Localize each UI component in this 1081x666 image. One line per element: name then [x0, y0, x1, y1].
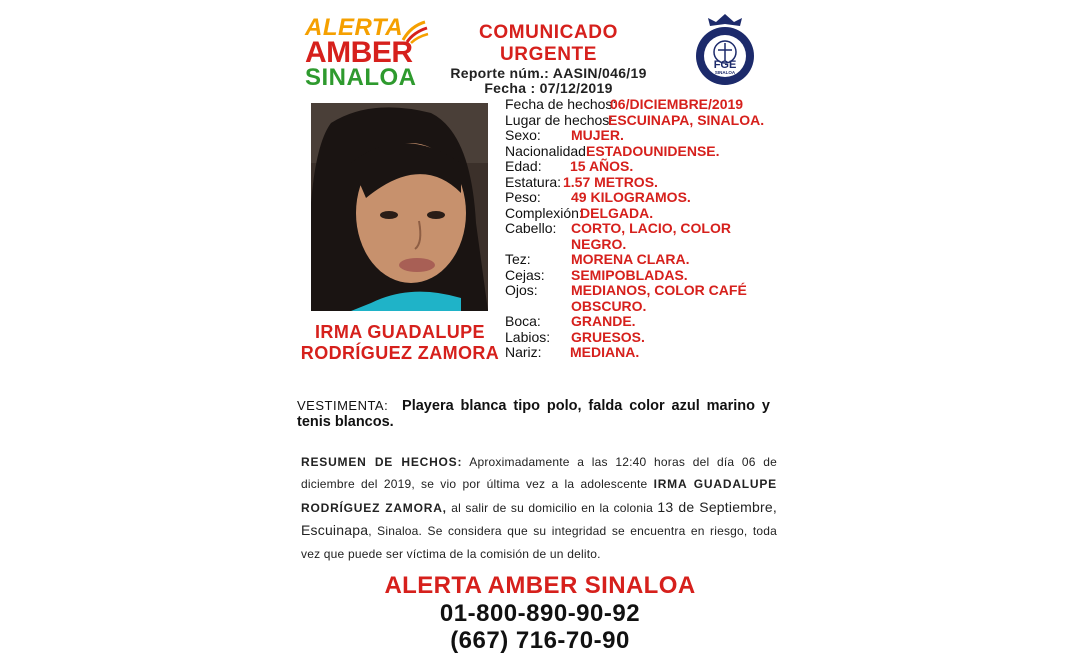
detail-value: ESCUINAPA, SINALOA. — [608, 112, 765, 128]
detail-value: GRUESOS. — [571, 329, 645, 345]
summary-colonia: 13 de Septiembre, Escuinapa — [301, 498, 777, 539]
detail-label: Tez: — [505, 251, 531, 267]
detail-label: Cejas: — [505, 267, 545, 283]
facts-summary — [301, 451, 777, 565]
alerta-amber-logo — [305, 16, 430, 90]
detail-row — [505, 251, 690, 268]
detail-label: Boca: — [505, 313, 541, 329]
footer-phone-tollfree: 01-800-890-90-92 — [439, 600, 641, 627]
summary-text-2: al salir de su domicilio en la colonia — [451, 500, 654, 515]
detail-value: SEMIPOBLADAS. — [571, 267, 688, 283]
detail-value: MEDIANA. — [570, 344, 640, 360]
report-number: Reporte núm.: AASIN/046/19 — [450, 65, 647, 81]
footer-alert-title: ALERTA AMBER SINALOA — [384, 572, 696, 599]
seal-subtext: SINALOA — [714, 70, 736, 75]
report-date: Fecha : 07/12/2019 — [484, 80, 613, 96]
clothing-label: VESTIMENTA: — [297, 398, 389, 413]
detail-label: Edad: — [505, 158, 542, 174]
detail-row — [505, 220, 731, 237]
detail-row — [505, 313, 636, 330]
detail-row — [505, 158, 634, 175]
detail-value: MEDIANOS, COLOR CAFÉ — [571, 282, 747, 298]
detail-label: Nariz: — [505, 344, 542, 360]
summary-text-3: , Sinaloa. Se considera que su integridad se encuentra en riesgo, toda vez que puede ser víctima de la comisión de un delito. — [301, 524, 777, 561]
summary-text-1: Aproximadamente a las 12:40 horas del día 06 de diciembre del 2019, se vio por última vez a la adolescente — [301, 455, 778, 492]
detail-row — [505, 282, 747, 299]
detail-label: Cabello: — [505, 220, 557, 236]
detail-label: Sexo: — [505, 127, 541, 143]
detail-value: 15 AÑOS. — [570, 158, 634, 174]
document-header — [436, 22, 661, 96]
detail-value: GRANDE. — [571, 313, 636, 329]
detail-value: CORTO, LACIO, COLOR — [571, 220, 731, 236]
missing-person-photo — [311, 103, 488, 311]
detail-label: Nacionalidad: — [505, 143, 590, 159]
footer-phone-local: (667) 716-70-90 — [450, 627, 630, 654]
detail-value: MORENA CLARA. — [571, 251, 690, 267]
missing-person-name — [299, 322, 501, 364]
detail-value-continued: OBSCURO. — [571, 298, 647, 314]
detail-label: Complexión: — [505, 205, 583, 221]
detail-label: Ojos: — [505, 282, 538, 298]
detail-row — [505, 189, 691, 206]
detail-label: Estatura: — [505, 174, 562, 190]
detail-value: 06/DICIEMBRE/2019 — [610, 96, 744, 112]
detail-value: ESTADOUNIDENSE. — [586, 143, 720, 159]
contact-footer — [340, 572, 740, 654]
clothing-description — [297, 398, 770, 430]
portrait-image — [311, 103, 488, 311]
detail-row — [505, 344, 640, 361]
clothing-value: Playera blanca tipo polo, falda color azul marino y tenis blancos. — [297, 398, 770, 430]
detail-row — [505, 96, 744, 113]
detail-label: Peso: — [505, 189, 541, 205]
header-title: COMUNICADO URGENTE — [479, 22, 618, 65]
detail-value: 49 KILOGRAMOS. — [571, 189, 691, 205]
detail-label: Fecha de hechos: — [505, 96, 617, 112]
detail-label: Labios: — [505, 329, 551, 345]
detail-value: 1.57 METROS. — [563, 174, 658, 190]
detail-row — [505, 127, 624, 144]
summary-name: IRMA GUADALUPE RODRÍGUEZ ZAMORA, — [301, 477, 777, 515]
logo-line-sinaloa: SINALOA — [305, 64, 417, 91]
seal-text: FGE — [713, 59, 737, 71]
detail-value-continued: NEGRO. — [571, 236, 627, 252]
summary-label: RESUMEN DE HECHOS: — [301, 455, 463, 469]
detail-value: DELGADA. — [580, 205, 654, 221]
detail-label: Lugar de hechos: — [505, 112, 614, 128]
logo-line-alerta: ALERTA — [305, 14, 404, 41]
name-line-2: RODRÍGUEZ ZAMORA — [300, 343, 500, 363]
fge-seal-icon — [692, 12, 758, 86]
detail-value: MUJER. — [571, 127, 624, 143]
logo-line-amber: AMBER — [305, 36, 413, 69]
name-line-1: IRMA GUADALUPE — [315, 322, 485, 342]
